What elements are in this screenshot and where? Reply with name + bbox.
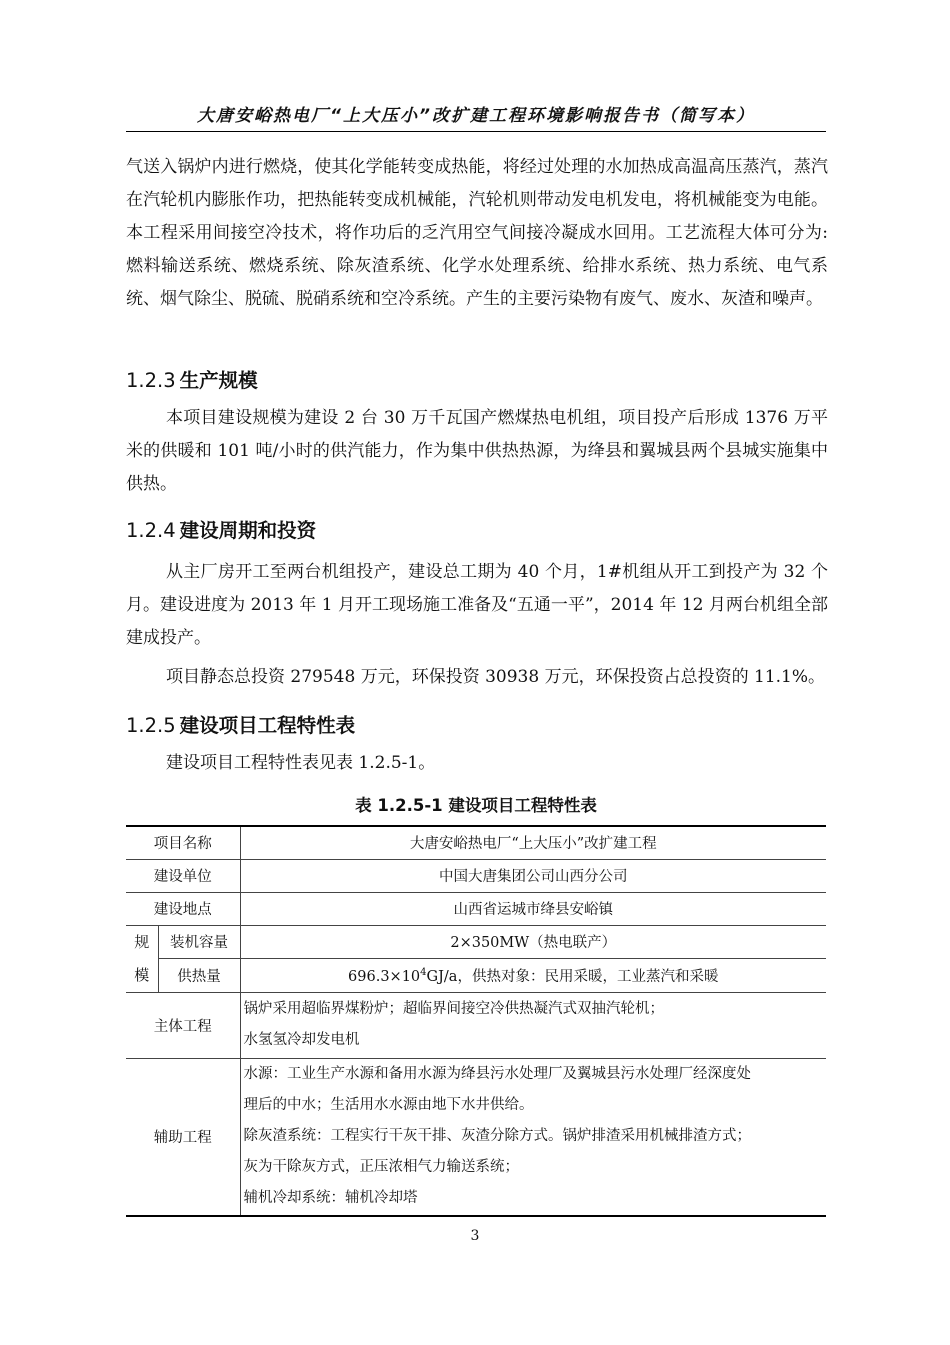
heat-value-suffix: GJ/a，供热对象：民用采暖，工业蒸汽和采暖 — [426, 968, 719, 985]
row-label-capacity: 装机容量 — [158, 925, 240, 959]
header-rule — [126, 131, 826, 132]
row-value-aux-works — [240, 1058, 826, 1216]
section-title: 生产规模 — [179, 369, 258, 392]
aux-works-line: 水源：工业生产水源和备用水源为绛县污水处理厂及翼城县污水处理厂经深度处 — [243, 1066, 751, 1083]
row-value-project-name: 大唐安峪热电厂“上大压小”改扩建工程 — [240, 826, 826, 859]
section-heading-1-2-3 — [126, 365, 258, 393]
table-row — [126, 959, 826, 993]
aux-works-line: 除灰渣系统：工程实行干灰干排、灰渣分除方式。锅炉排渣采用机械排渣方式； — [243, 1128, 751, 1145]
table-row — [126, 859, 826, 892]
table-row — [126, 925, 826, 959]
scale-char-1: 规 — [134, 932, 150, 951]
row-value-capacity: 2×350MW（热电联产） — [240, 925, 826, 959]
section-1-2-4-paragraph-1: 从主厂房开工至两台机组投产，建设总工期为 40 个月，1#机组从开工到投产为 32 个月。建设进度为 2013 年 1 月开工现场施工准备及“五通一平”，2014 年 12 月两台机组全部建成投产。 — [126, 562, 828, 648]
heat-value-exponent: 4 — [420, 966, 427, 978]
row-label-heat-supply: 供热量 — [158, 959, 240, 993]
section-1-2-5-paragraph: 建设项目工程特性表见表 1.2.5-1。 — [166, 753, 436, 773]
section-1-2-4-paragraph-2: 项目静态总投资 279548 万元，环保投资 30938 万元，环保投资占总投资的 11.1%。 — [166, 667, 825, 687]
row-value-main-works — [240, 992, 826, 1058]
table-row — [126, 826, 826, 859]
aux-works-line: 理后的中水；生活用水水源由地下水井供给。 — [243, 1097, 534, 1114]
row-label-location: 建设地点 — [126, 892, 240, 925]
row-value-location: 山西省运城市绛县安峪镇 — [240, 892, 826, 925]
intro-paragraph: 气送入锅炉内进行燃烧，使其化学能转变成热能，将经过处理的水加热成高温高压蒸汽，蒸汽在汽轮机内膨胀作功，把热能转变成机械能，汽轮机则带动发电机发电，将机械能变为电能。本工程采用间接空冷技术，将作功后的乏汽用空气间接冷凝成水回用。工艺流程大体可分为:燃料输送系统、燃烧系统、除灰渣系统、化学水处理系统、给排水系统、热力系统、电气系统、烟气除尘、脱硫、脱硝系统和空冷系统。产生的主要污染物有废气、废水、灰渣和噪声。 — [126, 157, 828, 309]
row-label-main-works: 主体工程 — [126, 992, 240, 1058]
row-label-builder: 建设单位 — [126, 859, 240, 892]
section-number: 1.2.5 — [126, 714, 176, 737]
heat-value-prefix: 696.3×10 — [348, 968, 421, 985]
aux-works-line: 灰为干除灰方式，正压浓相气力输送系统； — [243, 1159, 519, 1176]
row-label-project-name: 项目名称 — [126, 826, 240, 859]
row-group-label-scale — [126, 925, 158, 992]
table-row — [126, 992, 826, 1058]
section-title: 建设周期和投资 — [179, 519, 317, 542]
section-heading-1-2-4 — [126, 515, 316, 543]
row-value-builder: 中国大唐集团公司山西分公司 — [240, 859, 826, 892]
section-title: 建设项目工程特性表 — [179, 714, 356, 737]
main-works-line: 锅炉采用超临界煤粉炉；超临界间接空冷供热凝汽式双抽汽轮机； — [243, 1001, 664, 1017]
aux-works-line: 辅机冷却系统：辅机冷却塔 — [243, 1190, 418, 1207]
document-header: 大唐安峪热电厂“上大压小”改扩建工程环境影响报告书（简写本） — [197, 106, 755, 126]
table-row — [126, 1058, 826, 1216]
table-caption: 表 1.2.5-1 建设项目工程特性表 — [355, 796, 597, 815]
table-row — [126, 892, 826, 925]
scale-char-2: 模 — [134, 965, 150, 984]
section-1-2-3-paragraph: 本项目建设规模为建设 2 台 30 万千瓦国产燃煤热电机组，项目投产后形成 1376 万平米的供暖和 101 吨/小时的供汽能力，作为集中供热热源，为绛县和翼城县两个县城实施集中供热。 — [126, 408, 828, 494]
main-works-line: 水氢氢冷却发电机 — [243, 1032, 360, 1048]
project-spec-table — [126, 825, 826, 1217]
row-value-heat-supply — [240, 959, 826, 993]
section-number: 1.2.4 — [126, 519, 176, 542]
section-number: 1.2.3 — [126, 369, 176, 392]
row-label-aux-works: 辅助工程 — [126, 1058, 240, 1216]
section-heading-1-2-5 — [126, 710, 355, 738]
page-number: 3 — [470, 1228, 480, 1244]
